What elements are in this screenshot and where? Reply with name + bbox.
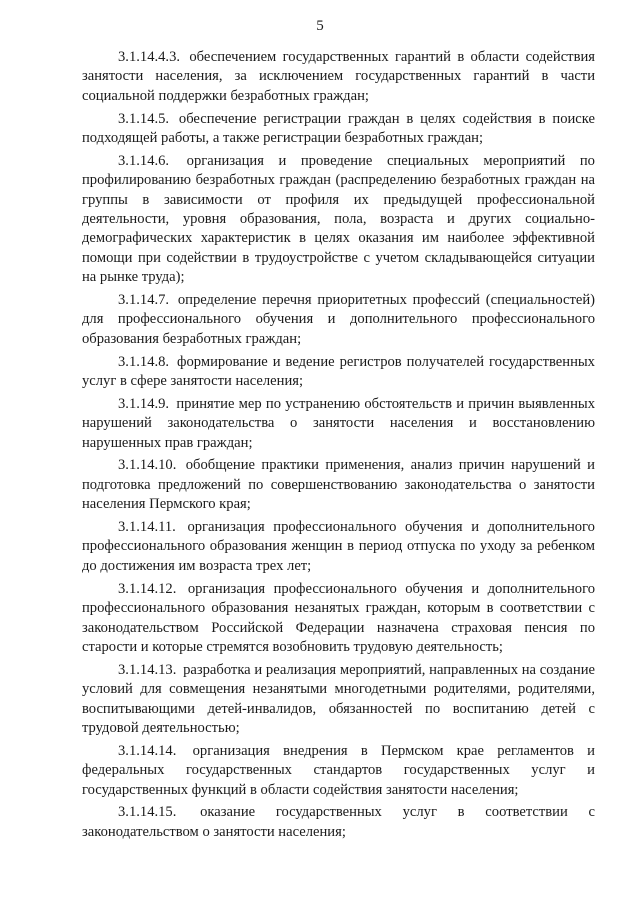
clause-text: принятие мер по устранению обстоятельств и причин выявленных нарушений законодательства о занятости населения и восстановлению нарушенных прав граждан;: [82, 395, 595, 451]
clause-text: определение перечня приоритетных профессий (специальностей) для профессионального обучения и дополнительного профессионального образования безработных граждан;: [82, 292, 595, 347]
paragraph-3-1-14-4-3: [82, 48, 595, 106]
paragraph-3-1-14-5: [82, 110, 595, 149]
paragraph-3-1-14-8: [82, 353, 595, 392]
clause-number: 3.1.14.9.: [118, 395, 170, 412]
clause-text: обобщение практики применения, анализ причин нарушений и подготовка предложений по совершенствованию законодательства о занятости населения Пермского края;: [82, 457, 595, 513]
clause-text: организация профессионального обучения и дополнительного профессионального образования женщин в период отпуска по уходу за ребенком до достижения им возраста трех лет;: [82, 519, 595, 574]
clause-number: 3.1.14.6.: [118, 152, 170, 169]
clause-number: 3.1.14.13.: [118, 661, 177, 678]
clause-number: 3.1.14.11.: [118, 519, 176, 536]
clause-text: организация внедрения в Пермском крае регламентов и федеральных государственных стандартов государственных услуг и государственных функций в области содействия занятости населения;: [82, 742, 595, 798]
clause-number: 3.1.14.4.3.: [118, 49, 181, 65]
clause-number: 3.1.14.12.: [118, 580, 177, 597]
paragraph-3-1-14-7: [82, 291, 595, 349]
clause-text: обеспечением государственных гарантий в области содействия занятости населения, за исключением государственных гарантий в части социальной поддержки безработных граждан;: [82, 49, 595, 104]
paragraph-3-1-14-10: [82, 456, 595, 514]
paragraph-3-1-14-12: [82, 580, 595, 658]
document-body: [82, 48, 595, 846]
paragraph-3-1-14-11: [82, 518, 595, 576]
paragraph-3-1-14-13: [82, 661, 595, 739]
paragraph-3-1-14-15: [82, 803, 595, 842]
paragraph-3-1-14-6: [82, 152, 595, 288]
clause-text: организация и проведение специальных мероприятий по профилированию безработных граждан (распределению безработных граждан на группы в зависимости от профиля их предыдущей профессиональной деятельности, уровня образования, пола, возраста и других социально-демографических характеристик в целях оказания им наиболее эффективной помощи при содействии в трудоустройстве с учетом складывающейся ситуации на рынке труда);: [82, 152, 595, 286]
clause-text: обеспечение регистрации граждан в целях содействия в поиске подходящей работы, а также регистрации безработных граждан;: [82, 110, 595, 147]
page-number: 5: [316, 18, 324, 34]
clause-number: 3.1.14.10.: [118, 457, 177, 474]
clause-text: формирование и ведение регистров получателей государственных услуг в сфере занятости населения;: [82, 353, 595, 390]
paragraph-3-1-14-14: [82, 742, 595, 800]
clause-number: 3.1.14.15.: [118, 804, 177, 821]
clause-text: разработка и реализация мероприятий, направленных на создание условий для совмещения незанятыми многодетными родителями, родителями, воспитывающими детей-инвалидов, обязанностей по воспитанию детей с трудовой деятельностью;: [82, 661, 595, 736]
clause-number: 3.1.14.7.: [118, 292, 170, 309]
paragraph-3-1-14-9: [82, 395, 595, 453]
clause-number: 3.1.14.14.: [118, 742, 177, 759]
clause-text: организация профессионального обучения и дополнительного профессионального образования незанятых граждан, которым в соответствии с законодательством Российской Федерации назначена страховая пенсия по старости и которые стремятся возобновить трудовую деятельность;: [82, 580, 595, 655]
clause-text: оказание государственных услуг в соответствии с законодательством о занятости населения;: [82, 804, 595, 840]
clause-number: 3.1.14.8.: [118, 353, 170, 370]
clause-number: 3.1.14.5.: [118, 110, 170, 127]
